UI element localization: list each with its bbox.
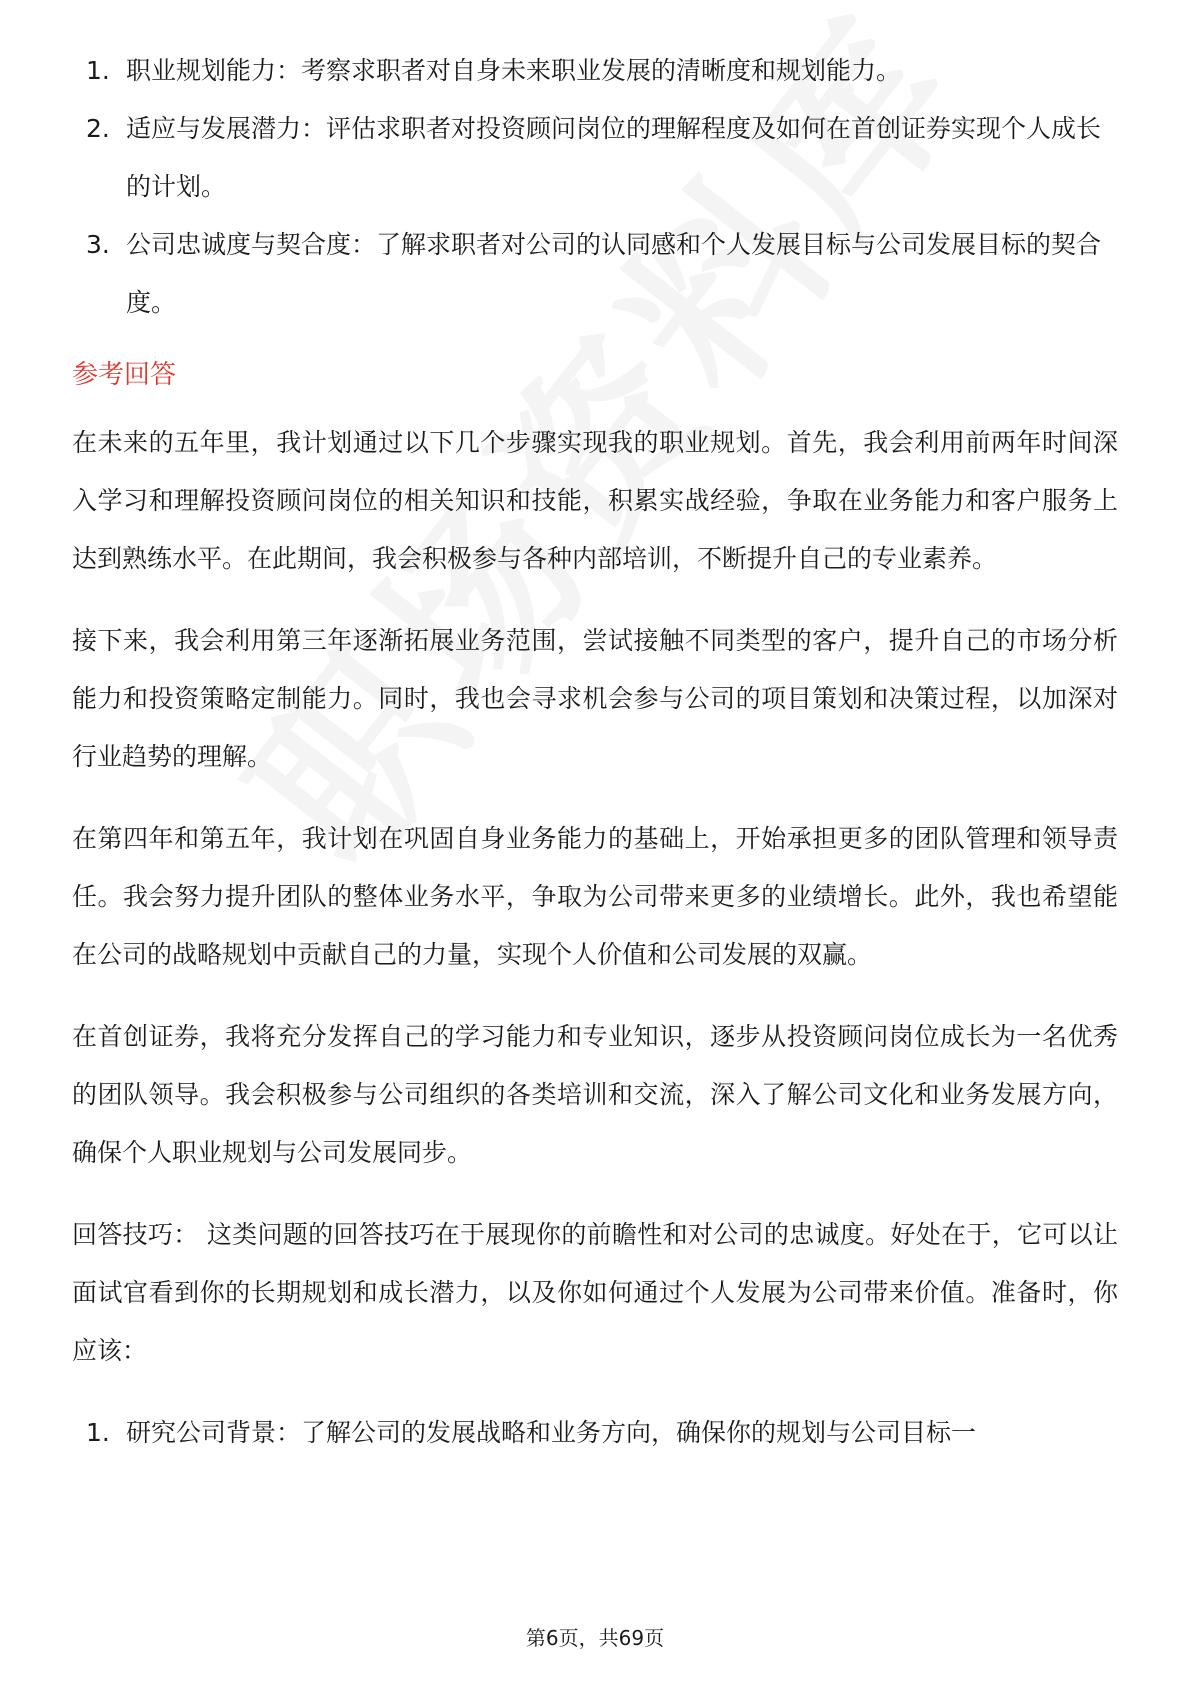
list-number: 2. — [86, 114, 110, 143]
list-number: 1. — [86, 56, 110, 85]
list-text: 公司忠诚度与契合度：了解求职者对公司的认同感和个人发展目标与公司发展目标的契合度。 — [126, 230, 1102, 317]
tips-paragraph: 回答技巧： 这类问题的回答技巧在于展现你的前瞻性和对公司的忠诚度。好处在于，它可以让面试官看到你的长期规划和成长潜力，以及你如何通过个人发展为公司带来价值。准备时，你应该： — [72, 1220, 1118, 1365]
list-text: 适应与发展潜力：评估求职者对投资顾问岗位的理解程度及如何在首创证券实现个人成长的计划。 — [126, 114, 1102, 201]
criteria-list — [72, 42, 1118, 332]
list-text: 研究公司背景：了解公司的发展战略和业务方向，确保你的规划与公司目标一 — [126, 1418, 977, 1447]
answer-paragraph: 在未来的五年里，我计划通过以下几个步骤实现我的职业规划。首先，我会利用前两年时间深入学习和理解投资顾问岗位的相关知识和技能，积累实战经验，争取在业务能力和客户服务上达到熟练水平。在此期间，我会积极参与各种内部培训，不断提升自己的专业素养。 — [72, 428, 1118, 573]
answer-paragraph: 接下来，我会利用第三年逐渐拓展业务范围，尝试接触不同类型的客户，提升自己的市场分析能力和投资策略定制能力。同时，我也会寻求机会参与公司的项目策划和决策过程，以加深对行业趋势的理解。 — [72, 626, 1118, 771]
page-footer: 第6页，共69页 — [525, 1626, 665, 1650]
list-text: 职业规划能力：考察求职者对自身未来职业发展的清晰度和规划能力。 — [126, 56, 902, 85]
list-item — [72, 216, 1118, 332]
section-heading: 参考回答 — [72, 360, 177, 390]
tips-list — [72, 1404, 1118, 1462]
list-number: 1. — [86, 1418, 110, 1447]
list-item — [72, 100, 1118, 216]
answer-paragraph: 在第四年和第五年，我计划在巩固自身业务能力的基础上，开始承担更多的团队管理和领导责任。我会努力提升团队的整体业务水平，争取为公司带来更多的业绩增长。此外，我也希望能在公司的战略规划中贡献自己的力量，实现个人价值和公司发展的双赢。 — [72, 824, 1118, 969]
answer-paragraph: 在首创证券，我将充分发挥自己的学习能力和专业知识，逐步从投资顾问岗位成长为一名优秀的团队领导。我会积极参与公司组织的各类培训和交流，深入了解公司文化和业务发展方向，确保个人职业规划与公司发展同步。 — [72, 1022, 1118, 1167]
page-content — [72, 42, 1118, 1462]
list-number: 3. — [86, 230, 110, 259]
list-item — [72, 1404, 1118, 1462]
list-item — [72, 42, 1118, 100]
